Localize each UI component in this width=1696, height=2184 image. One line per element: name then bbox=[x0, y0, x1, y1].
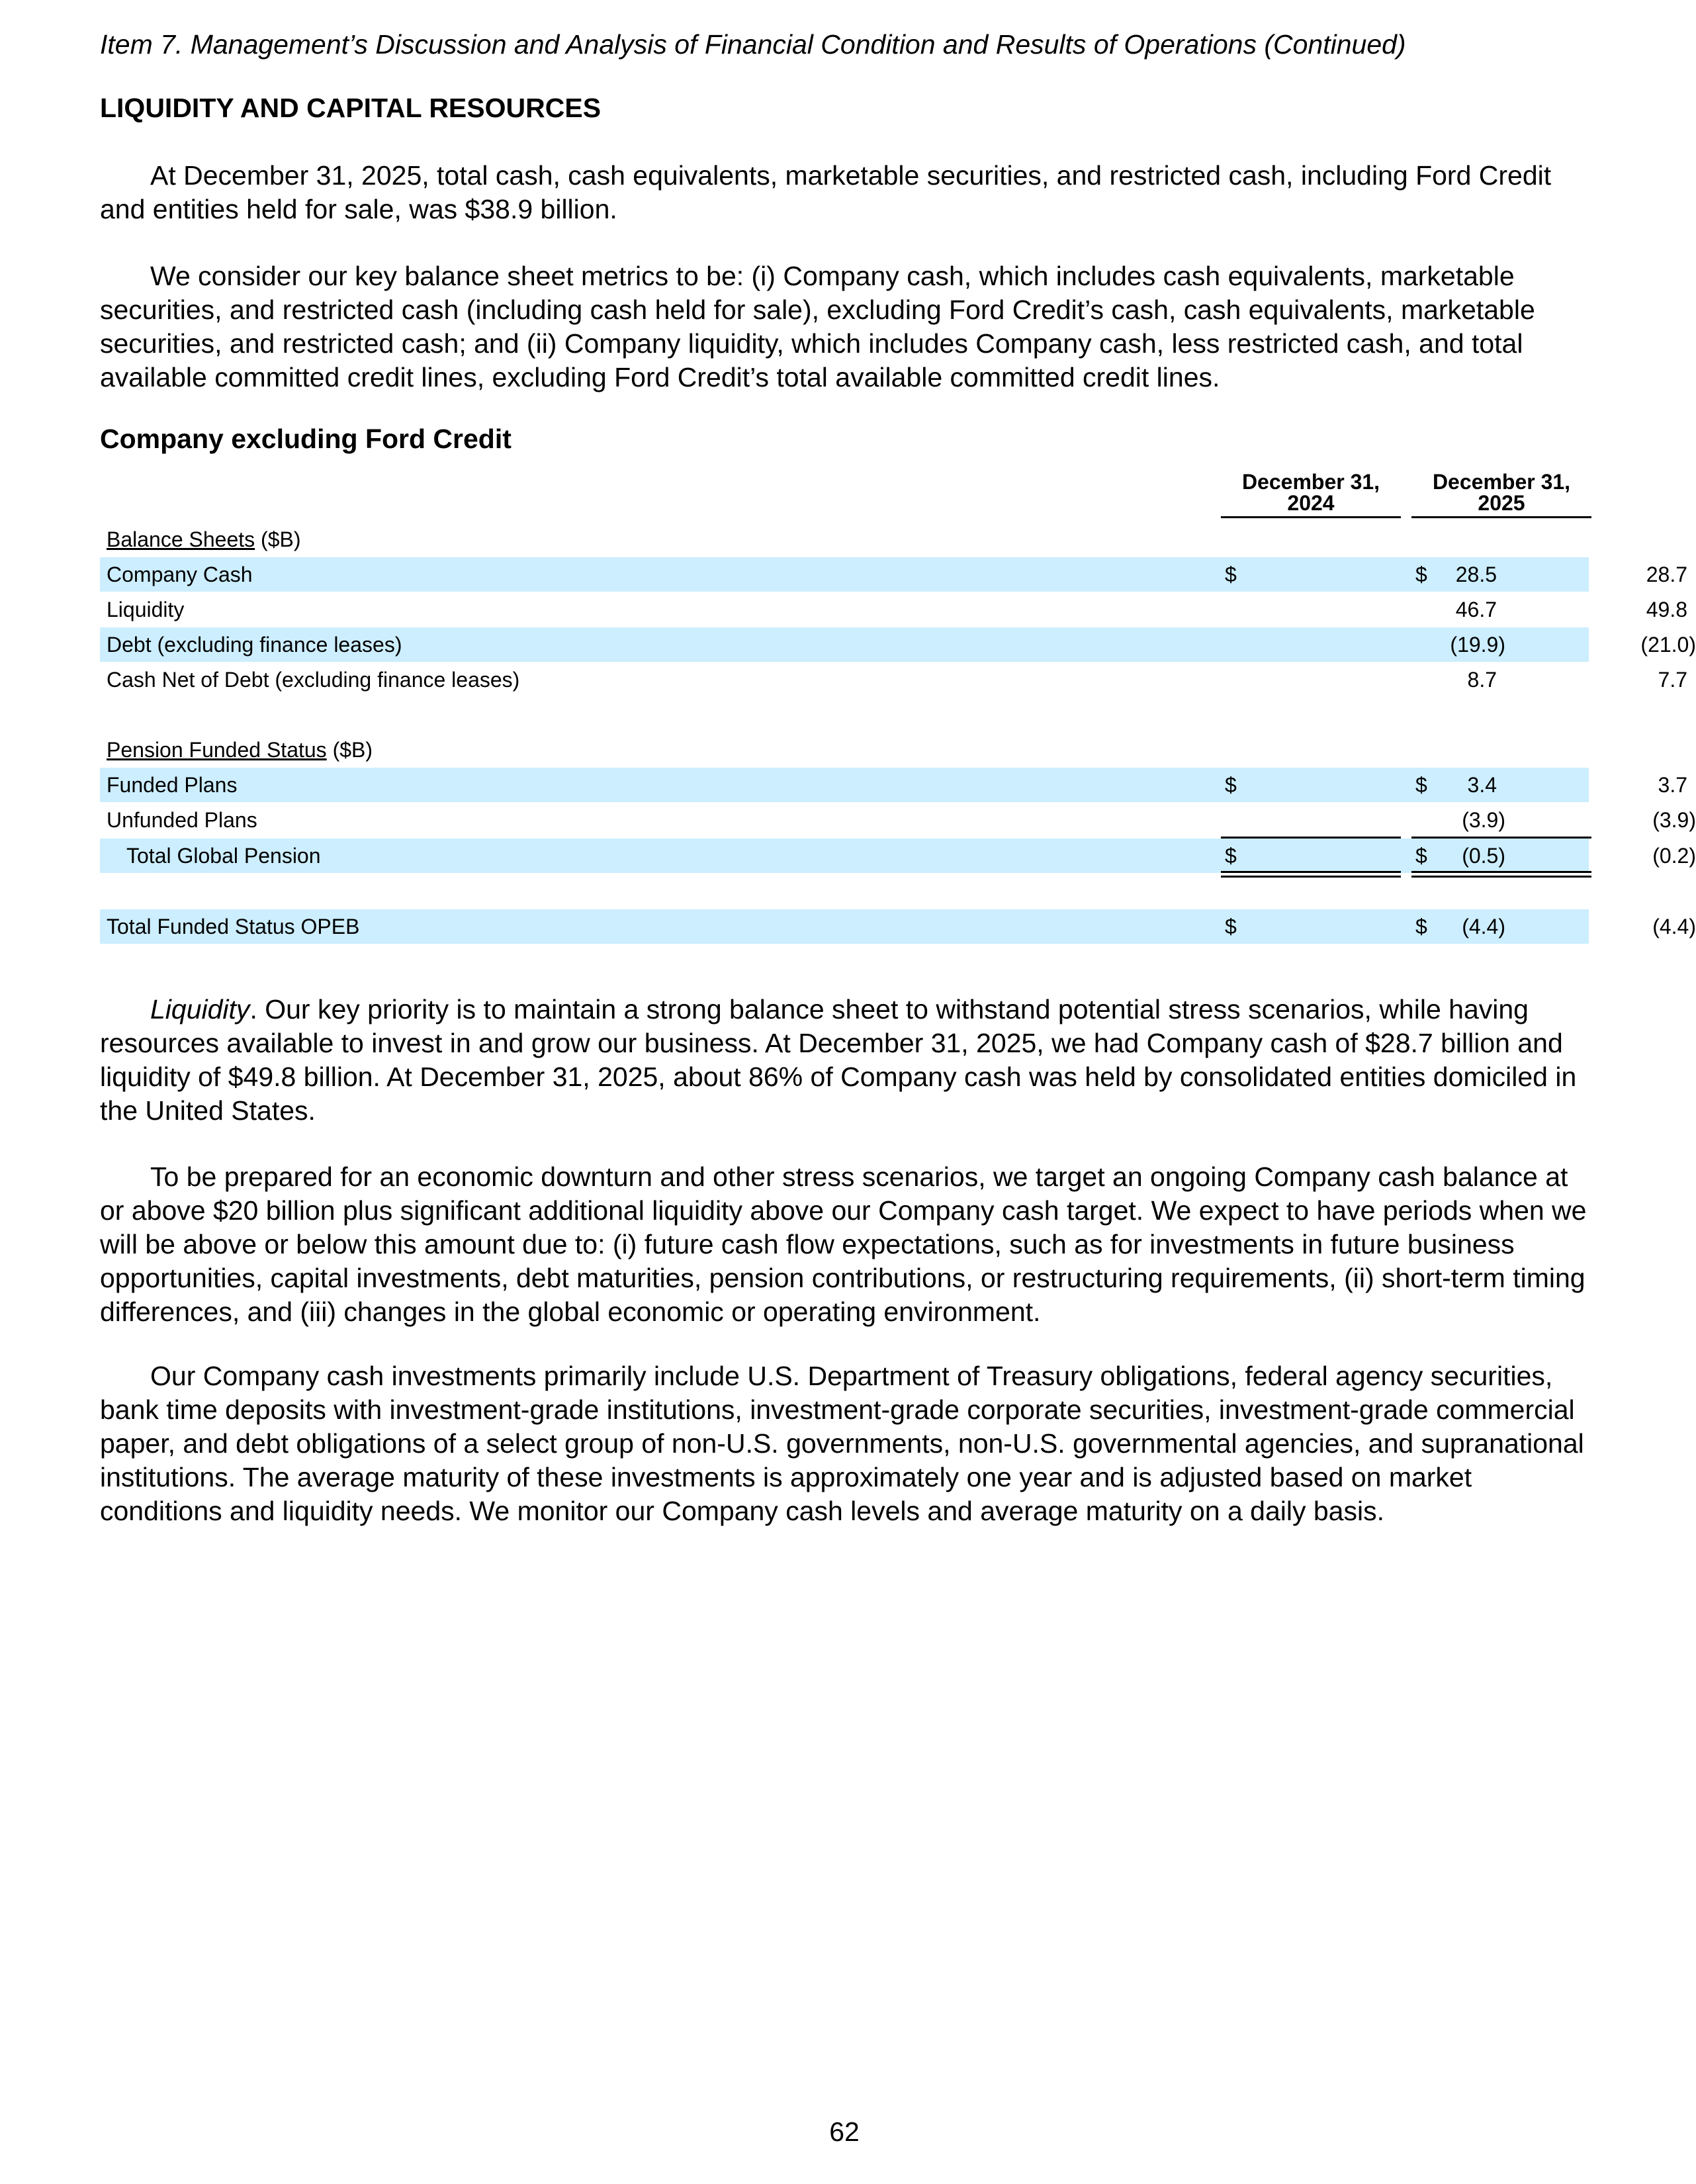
value-2025: (3.9) bbox=[1652, 808, 1696, 832]
value-2024: 3.4 bbox=[1467, 773, 1497, 797]
value-2025: 3.7 bbox=[1658, 773, 1687, 797]
paragraph-key-metrics: We consider our key balance sheet metrics to be: (i) Company cash, which includes cash equivalents, marketable securities, and restricted cash (including cash held for sale), excluding Ford Credit’s cash, cash equivalents, marketable securities, and restricted cash; and (ii) Company liquidity, which includes Company cash, less restricted cash, and total available committed credit lines, excluding Ford Credit’s total available committed credit lines. bbox=[100, 261, 1535, 392]
table-row-total-global-pension bbox=[100, 839, 1696, 873]
row-label: Total Funded Status OPEB bbox=[107, 915, 360, 938]
page-number: 62 bbox=[829, 2116, 860, 2147]
value-2025: 49.8 bbox=[1646, 598, 1687, 621]
currency-symbol: $ bbox=[1225, 915, 1237, 938]
value-2024: (0.5) bbox=[1462, 844, 1505, 868]
currency-symbol: $ bbox=[1225, 844, 1237, 868]
value-2024: (19.9) bbox=[1450, 633, 1505, 657]
total-double-rule-2025 bbox=[1411, 871, 1591, 878]
currency-symbol: $ bbox=[1415, 773, 1427, 797]
row-label: Debt (excluding finance leases) bbox=[107, 633, 402, 657]
row-label: Cash Net of Debt (excluding finance leases) bbox=[107, 668, 520, 692]
pension-funded-status-header: Pension Funded Status ($B) bbox=[107, 738, 373, 762]
table-row-cash-net-of-debt bbox=[100, 662, 1687, 697]
currency-symbol: $ bbox=[1225, 563, 1237, 586]
currency-symbol: $ bbox=[1415, 563, 1427, 586]
row-label: Total Global Pension bbox=[126, 844, 321, 868]
value-2025: (21.0) bbox=[1640, 633, 1696, 657]
value-2025: (4.4) bbox=[1652, 915, 1696, 938]
paragraph-total-cash: At December 31, 2025, total cash, cash equivalents, marketable securities, and restricted cash, including Ford Credit and entities held for sale, was $38.9 billion. bbox=[100, 160, 1552, 224]
currency-symbol: $ bbox=[1225, 773, 1237, 797]
pension-header-row bbox=[100, 733, 1589, 767]
column-header-2024-line1: December 31, bbox=[1241, 470, 1380, 494]
value-2025: 7.7 bbox=[1658, 668, 1687, 692]
row-label: Liquidity bbox=[107, 598, 185, 621]
running-head: Item 7. Management’s Discussion and Analysis of Financial Condition and Results of Operations (Continued) bbox=[100, 29, 1406, 60]
row-label: Funded Plans bbox=[107, 773, 238, 797]
column-header-2024 bbox=[1221, 471, 1401, 518]
liquidity-lead-term: Liquidity bbox=[150, 994, 250, 1024]
paragraph-stress-scenarios: To be prepared for an economic downturn and other stress scenarios, we target an ongoing Company cash balance at or above $20 billion plus significant additional liquidity above our Company cash target. We expect to have periods when we will be above or below this amount due to: (i) future cash flow expectations, such as for investments in future business opportunities, capital investments, debt maturities, pension contributions, or restructuring requirements, (ii) short-term timing differences, and (iii) changes in the global economic or operating environment. bbox=[100, 1161, 1587, 1327]
table-row-unfunded-plans bbox=[100, 803, 1696, 837]
table-row-funded-plans bbox=[100, 768, 1687, 802]
column-header-2025-line1: December 31, bbox=[1432, 470, 1571, 494]
balance-sheets-header: Balance Sheets ($B) bbox=[107, 527, 301, 551]
balance-sheets-header-row bbox=[100, 522, 1589, 557]
value-2024: 46.7 bbox=[1455, 598, 1497, 621]
value-2025: (0.2) bbox=[1652, 844, 1696, 868]
table-title: Company excluding Ford Credit bbox=[100, 424, 512, 454]
paragraph-cash-investments: Our Company cash investments primarily include U.S. Department of Treasury obligations, federal agency securities, bank time deposits with investment-grade institutions, investment-grade corporate securities, investment-grade commercial paper, and debt obligations of a select group of non-U.S. governments, non-U.S. governmental agencies, and supranational institutions. The average maturity of these investments is approximately one year and is adjusted based on market conditions and liquidity needs. We monitor our Company cash levels and average maturity on a daily basis. bbox=[100, 1361, 1584, 1526]
table-row-company-cash bbox=[100, 557, 1687, 592]
value-2024: 28.5 bbox=[1455, 563, 1497, 586]
value-2024: 8.7 bbox=[1467, 668, 1497, 692]
column-header-2025-line2: 2025 bbox=[1478, 491, 1525, 515]
column-header-2024-line2: 2024 bbox=[1287, 491, 1335, 515]
section-title: LIQUIDITY AND CAPITAL RESOURCES bbox=[100, 93, 602, 123]
value-2024: (4.4) bbox=[1462, 915, 1505, 938]
paragraph-liquidity: Liquidity. Our key priority is to maintain a strong balance sheet to withstand potential stress scenarios, while having resources available to invest in and grow our business. At December 31, 2025, we had Company cash of $28.7 billion and liquidity of $49.8 billion. At December 31, 2025, about 86% of Company cash was held by consolidated entities domiciled in the United States. bbox=[100, 994, 1577, 1126]
total-double-rule-2024 bbox=[1221, 871, 1401, 878]
table-row-debt bbox=[100, 627, 1696, 662]
row-label: Company Cash bbox=[107, 563, 253, 586]
value-2025: 28.7 bbox=[1646, 563, 1687, 586]
value-2024: (3.9) bbox=[1462, 808, 1505, 832]
column-header-2025 bbox=[1411, 471, 1591, 518]
currency-symbol: $ bbox=[1415, 844, 1427, 868]
table-row-liquidity bbox=[100, 592, 1687, 627]
row-label: Unfunded Plans bbox=[107, 808, 257, 832]
table-row-total-funded-status-opeb bbox=[100, 909, 1696, 944]
currency-symbol: $ bbox=[1415, 915, 1427, 938]
